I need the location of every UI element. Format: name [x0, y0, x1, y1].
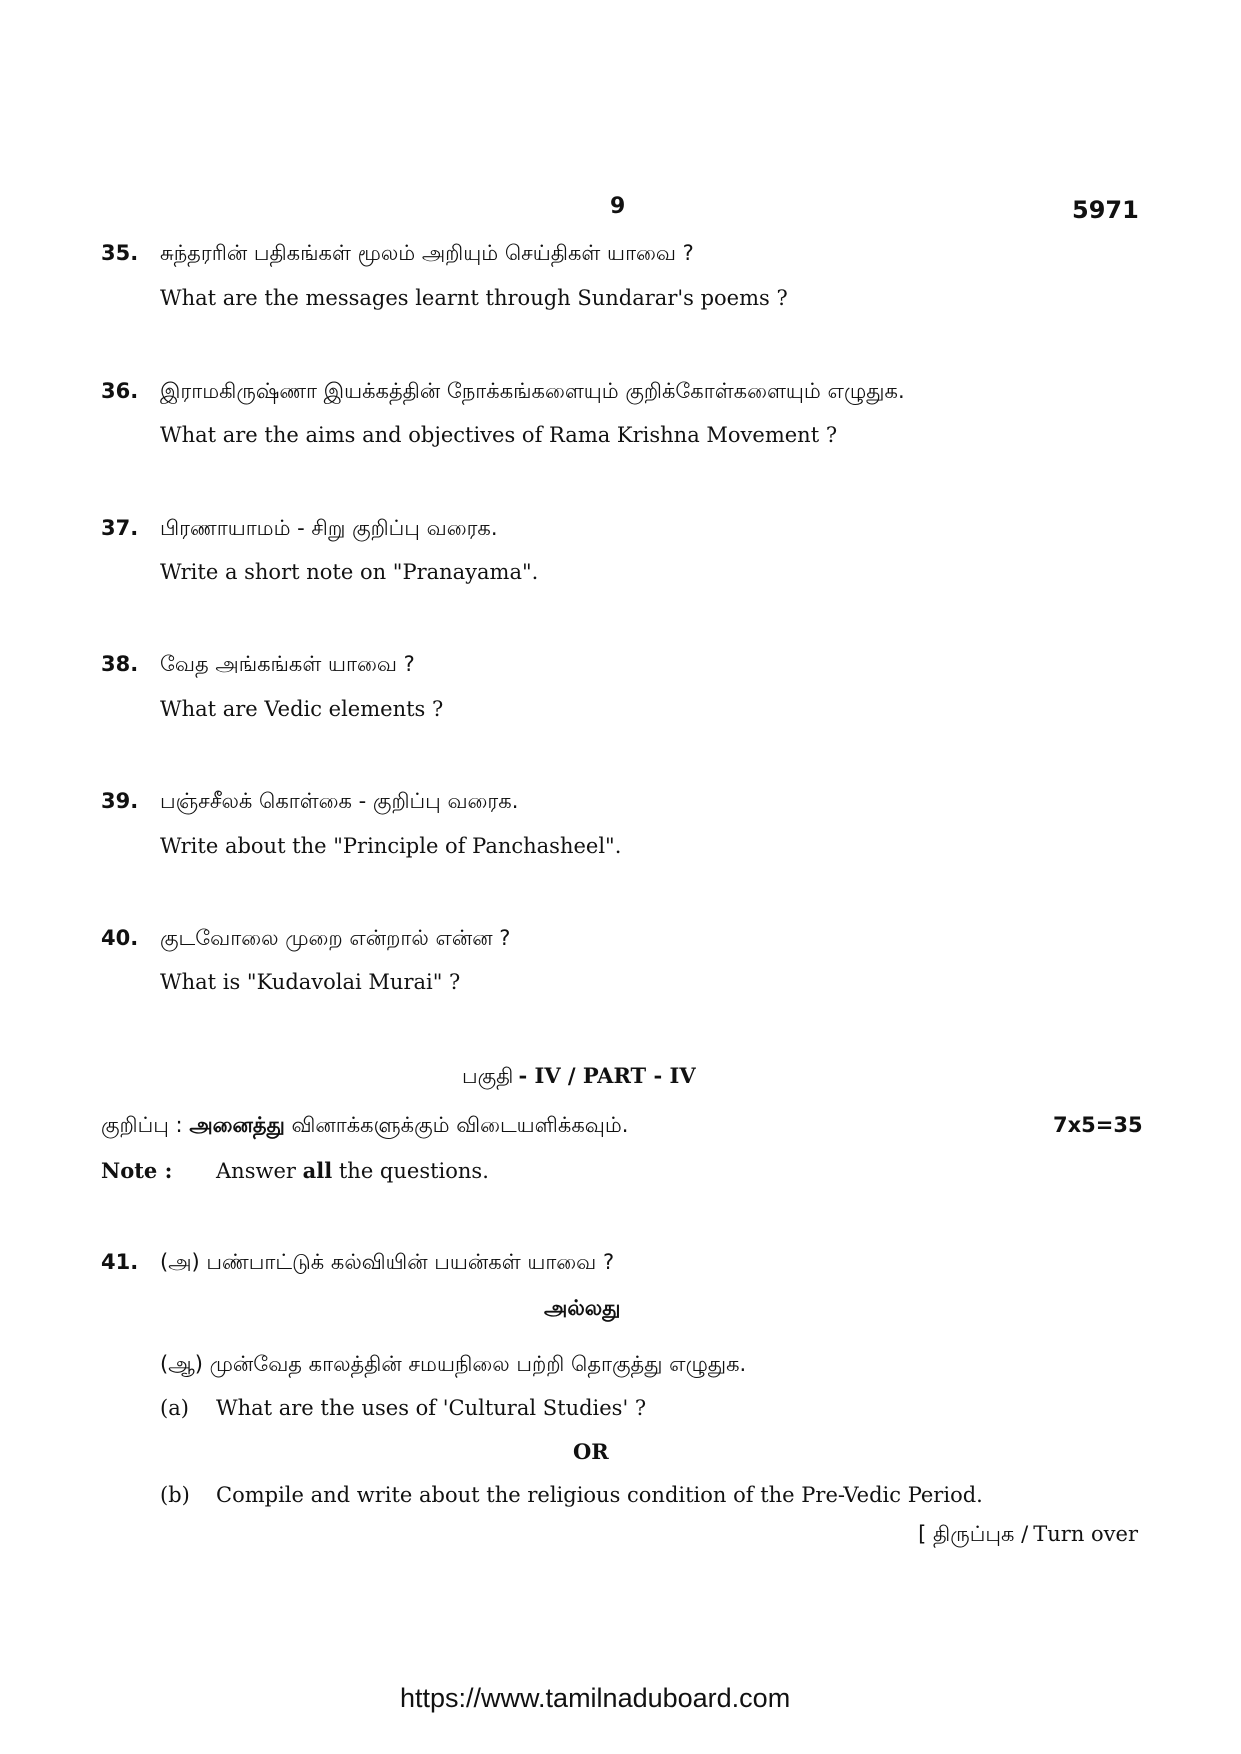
note-post: the questions.	[338, 1159, 489, 1183]
note-text	[216, 1158, 489, 1183]
turn-over-tamil: [ திருப்புக /	[918, 1522, 1029, 1546]
page-number: 9	[610, 194, 626, 219]
q41-b-tamil: (ஆ) முன்வேத காலத்தின் சமயநிலை பற்றி தொகுத்து எழுதுக.	[160, 1352, 747, 1376]
note-pre: Answer	[216, 1159, 296, 1183]
turn-over-english: Turn over	[1033, 1522, 1138, 1546]
question-number: 36.	[101, 379, 139, 403]
note-tamil-text: வினாக்களுக்கும் விடையளிக்கவும்.	[291, 1113, 629, 1137]
question-english: Write a short note on "Pranayama".	[160, 560, 539, 584]
q41-a-english: What are the uses of 'Cultural Studies' ?	[216, 1396, 647, 1420]
question-number: 38.	[101, 652, 139, 676]
question-number: 40.	[101, 926, 139, 950]
question-english: What are Vedic elements ?	[160, 697, 444, 721]
part-heading	[462, 1063, 696, 1091]
paper-code: 5971	[1072, 196, 1139, 224]
question-tamil: பஞ்சசீலக் கொள்கை - குறிப்பு வரைக.	[160, 789, 519, 813]
question-english: What are the messages learnt through Sundarar's poems ?	[160, 286, 788, 310]
turn-over	[918, 1522, 1138, 1549]
question-number: 37.	[101, 516, 139, 540]
footer-url[interactable]: https://www.tamilnaduboard.com	[400, 1683, 791, 1713]
question-number: 35.	[101, 241, 139, 265]
or-english: OR	[573, 1439, 609, 1464]
q41-a-tamil: (அ) பண்பாட்டுக் கல்வியின் பயன்கள் யாவை ?	[160, 1250, 615, 1274]
note-tamil-label: குறிப்பு :	[101, 1113, 183, 1137]
marks: 7x5=35	[1053, 1113, 1143, 1137]
question-tamil: இராமகிருஷ்ணா இயக்கத்தின் நோக்கங்களையும் குறிக்கோள்களையும் எழுதுக.	[160, 379, 905, 403]
question-english: What are the aims and objectives of Rama Krishna Movement ?	[160, 423, 838, 447]
question-number: 41.	[101, 1250, 139, 1274]
question-english: What is "Kudavolai Murai" ?	[160, 970, 461, 994]
question-number: 39.	[101, 789, 139, 813]
question-english: Write about the "Principle of Panchasheel".	[160, 834, 622, 858]
note-bold: all	[302, 1158, 333, 1183]
or-tamil: அல்லது	[544, 1296, 621, 1320]
note-tamil-bold: அனைத்து	[189, 1113, 285, 1137]
q41-a-label: (a)	[160, 1396, 189, 1420]
q41-b-label: (b)	[160, 1483, 190, 1507]
part-heading-tamil: பகுதி	[462, 1064, 514, 1088]
question-tamil: வேத அங்கங்கள் யாவை ?	[160, 652, 415, 676]
note-label: Note :	[101, 1158, 173, 1183]
question-tamil: குடவோலை முறை என்றால் என்ன ?	[160, 926, 511, 950]
question-tamil: சுந்தரரின் பதிகங்கள் மூலம் அறியும் செய்திகள் யாவை ?	[160, 241, 694, 265]
part-heading-english: - IV / PART - IV	[518, 1063, 696, 1088]
q41-b-english: Compile and write about the religious condition of the Pre-Vedic Period.	[216, 1483, 983, 1507]
note-tamil	[101, 1113, 628, 1140]
question-tamil: பிரணாயாமம் - சிறு குறிப்பு வரைக.	[160, 516, 498, 540]
